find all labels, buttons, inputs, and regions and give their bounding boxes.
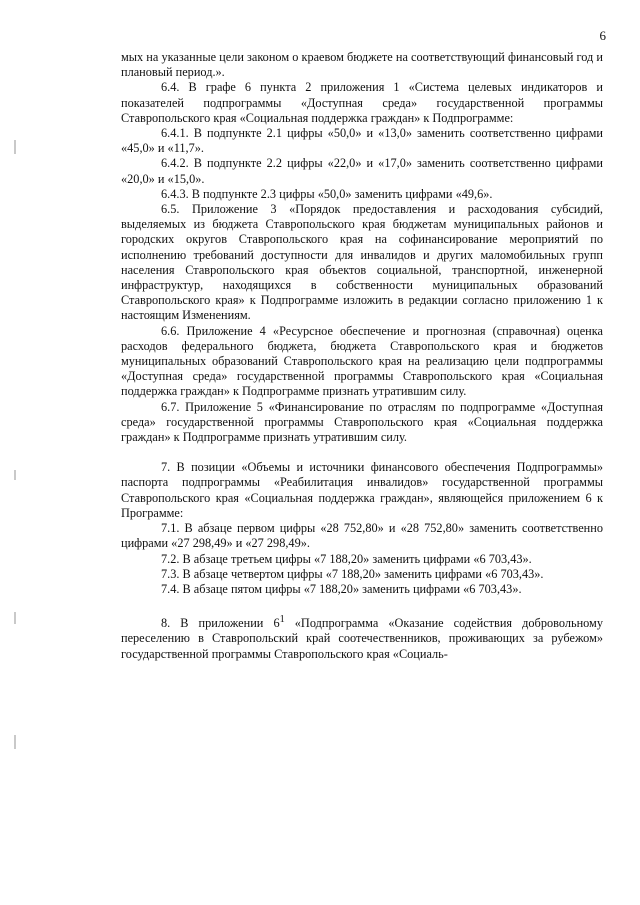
paragraph-6-4-1: 6.4.1. В подпункте 2.1 цифры «50,0» и «13,0» заменить соответственно цифрами «45,0» и «11,7». (121, 126, 603, 156)
scan-mark (14, 140, 16, 154)
document-body (121, 50, 603, 662)
paragraph-7-3: 7.3. В абзаце четвертом цифры «7 188,20» заменить цифрами «6 703,43». (161, 566, 544, 581)
paragraph-8-superscript: 1 (279, 614, 285, 626)
page-number: 6 (599, 28, 606, 43)
paragraph-6-6: 6.6. Приложение 4 «Ресурсное обеспечение и прогнозная (справочная) оценка расходов федерального бюджета, бюджета Ставропольского края и бюджетов муниципальных образований Ставропольского края на реализацию цели подпрограммы «Доступная среда» государственной программы Ставропольского края «Социальная поддержка граждан» к Подпрограмме признать утратившим силу. (121, 323, 603, 399)
paragraph-6-4: 6.4. В графе 6 пункта 2 приложения 1 «Система целевых индикаторов и показателей подпрограммы «Доступная среда» государственной программы Ставропольского края «Социальная поддержка граждан» к Подпрограмме: (121, 80, 603, 125)
paragraph-gap (121, 597, 603, 612)
paragraph-6-4-2: 6.4.2. В подпункте 2.2 цифры «22,0» и «17,0» заменить соответственно цифрами «20,0» и «15,0». (121, 156, 603, 186)
paragraph-8-text: «Подпрограмма «Оказание содействия добровольному переселению в Ставропольский край соотечественников, проживающих за рубежом» государственной программы Ставропольского края «Социаль- (121, 616, 603, 661)
paragraph-6-4-3: 6.4.3. В подпункте 2.3 цифры «50,0» заменить цифрами «49,6». (161, 186, 493, 201)
paragraph-8-lead: 8. В приложении 6 (161, 616, 280, 631)
paragraph-7: 7. В позиции «Объемы и источники финансового обеспечения Подпрограммы» паспорта подпрограммы «Реабилитация инвалидов» государственной программы Ставропольского края «Социальная поддержка граждан», являющейся приложением 6 к Программе: (121, 460, 603, 520)
paragraph-8 (121, 612, 603, 662)
paragraph-6-7: 6.7. Приложение 5 «Финансирование по отраслям по подпрограмме «Доступная среда» государственной программы Ставропольского края «Социальная поддержка граждан» к Подпрограмме признать утратившим силу. (121, 399, 603, 445)
paragraph-7-4: 7.4. В абзаце пятом цифры «7 188,20» заменить цифрами «6 703,43». (161, 581, 522, 596)
scan-mark (14, 735, 16, 749)
scan-mark (14, 470, 16, 480)
paragraph-7-2: 7.2. В абзаце третьем цифры «7 188,20» заменить цифрами «6 703,43». (161, 551, 532, 566)
paragraph-6-5: 6.5. Приложение 3 «Порядок предоставления и расходования субсидий, выделяемых из бюджета Ставропольского края бюджетам муниципальных районов и городских округов Ставропольского края на софинансирование мероприятий по исполнению требований доступности для инвалидов и других маломобильных групп населения Ставропольского края объектов социальной, транспортной, инженерной инфраструктур, находящихся в собственности муниципальных образований Ставропольского края» к Подпрограмме изложить в редакции согласно приложению 1 к настоящим Изменениям. (121, 202, 603, 323)
paragraph-continuation: мых на указанные цели законом о краевом бюджете на соответствующий финансовый год и плановый период.». (121, 50, 603, 80)
paragraph-7-1: 7.1. В абзаце первом цифры «28 752,80» и «28 752,80» заменить соответственно цифрами «27 298,49» и «27 298,49». (121, 521, 603, 551)
scan-mark (14, 612, 16, 624)
paragraph-gap (121, 445, 603, 460)
